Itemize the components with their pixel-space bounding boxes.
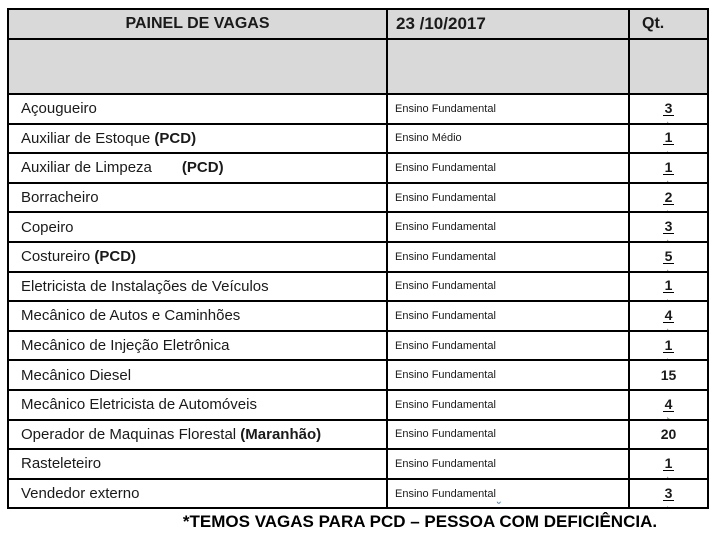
spacer-cell — [629, 39, 708, 94]
table-row — [8, 479, 708, 509]
table-row — [8, 390, 708, 420]
education-level: Ensino Fundamental — [395, 102, 496, 115]
table-row — [8, 420, 708, 450]
pcd-note: *TEMOS VAGAS PARA PCD – PESSOA COM DEFICIÊNCIA. — [182, 512, 658, 531]
job-title: Mecânico Diesel — [21, 366, 132, 384]
empty-spacer-row — [8, 39, 708, 94]
job-title: Auxiliar de Limpeza — [21, 159, 152, 177]
table-date: 23 /10/2017 — [387, 9, 629, 39]
table-row — [8, 272, 708, 302]
job-title-bold: (Maranhão) — [240, 425, 322, 443]
table-row — [8, 449, 708, 479]
vacancy-count: 2 — [664, 188, 673, 205]
vacancy-count: 3 — [664, 484, 673, 501]
vacancy-count: 3 — [664, 218, 673, 235]
education-level: Ensino Fundamental — [395, 339, 496, 352]
table-row — [8, 360, 708, 390]
job-title: Costureiro — [21, 248, 95, 266]
education-level: Ensino Fundamental — [395, 369, 496, 382]
job-title: Mecânico de Autos e Caminhões — [21, 307, 241, 325]
job-title-bold: (PCD) — [181, 159, 224, 177]
table-row — [8, 331, 708, 361]
vacancy-count: 4 — [664, 395, 673, 412]
education-level: Ensino Fundamental — [395, 161, 496, 174]
job-title-bold: (PCD) — [154, 129, 197, 147]
vacancy-count: 1 — [664, 336, 673, 353]
table-row — [8, 212, 708, 242]
education-level: Ensino Fundamental — [395, 309, 496, 322]
education-level: Ensino Fundamental — [395, 428, 496, 441]
education-level: Ensino Médio — [395, 132, 462, 145]
vacancy-count: 1 — [664, 158, 673, 175]
job-title: Mecânico de Injeção Eletrônica — [21, 337, 230, 355]
table-title: PAINEL DE VAGAS — [8, 9, 387, 39]
education-level: Ensino Fundamental — [395, 221, 496, 234]
education-level: Ensino Fundamental — [395, 398, 496, 411]
job-title: Eletricista de Instalações de Veículos — [21, 277, 269, 295]
table-row — [8, 183, 708, 213]
education-level: Ensino Fundamental — [395, 191, 496, 204]
vacancy-count: 20 — [660, 426, 677, 443]
job-title: Copeiro — [21, 218, 74, 236]
table-row — [8, 124, 708, 154]
vacancy-count: 1 — [664, 277, 673, 294]
spacer-cell — [387, 39, 629, 94]
vacancy-count: 1 — [664, 129, 673, 146]
job-title: Borracheiro — [21, 189, 99, 207]
table-row — [8, 301, 708, 331]
job-title: Auxiliar de Estoque — [21, 129, 155, 147]
table-row — [8, 153, 708, 183]
vacancy-count: 3 — [664, 99, 673, 116]
qty-column-header: Qt. — [629, 9, 708, 39]
vacancy-table — [7, 8, 709, 509]
table-row — [8, 242, 708, 272]
job-title: Açougueiro — [21, 100, 97, 118]
table-header-row — [8, 9, 708, 39]
vacancy-count: 4 — [664, 306, 673, 323]
education-level: Ensino Fundamental — [395, 250, 496, 263]
education-level: Ensino Fundamental — [395, 280, 496, 293]
education-level: Ensino Fundamental — [395, 487, 496, 500]
spacer-cell — [8, 39, 387, 94]
job-title: Rasteleteiro — [21, 455, 102, 473]
job-title: Mecânico Eletricista de Automóveis — [21, 396, 257, 414]
table-row — [8, 94, 708, 124]
education-level: Ensino Fundamental — [395, 457, 496, 470]
job-title: Operador de Maquinas Florestal — [21, 425, 241, 443]
job-title-bold: (PCD) — [94, 248, 137, 266]
table-body — [8, 94, 708, 508]
vacancy-count: 1 — [664, 454, 673, 471]
job-title: Vendedor externo — [21, 485, 140, 503]
vacancy-count: 5 — [664, 247, 673, 264]
vacancy-count: 15 — [660, 367, 677, 384]
